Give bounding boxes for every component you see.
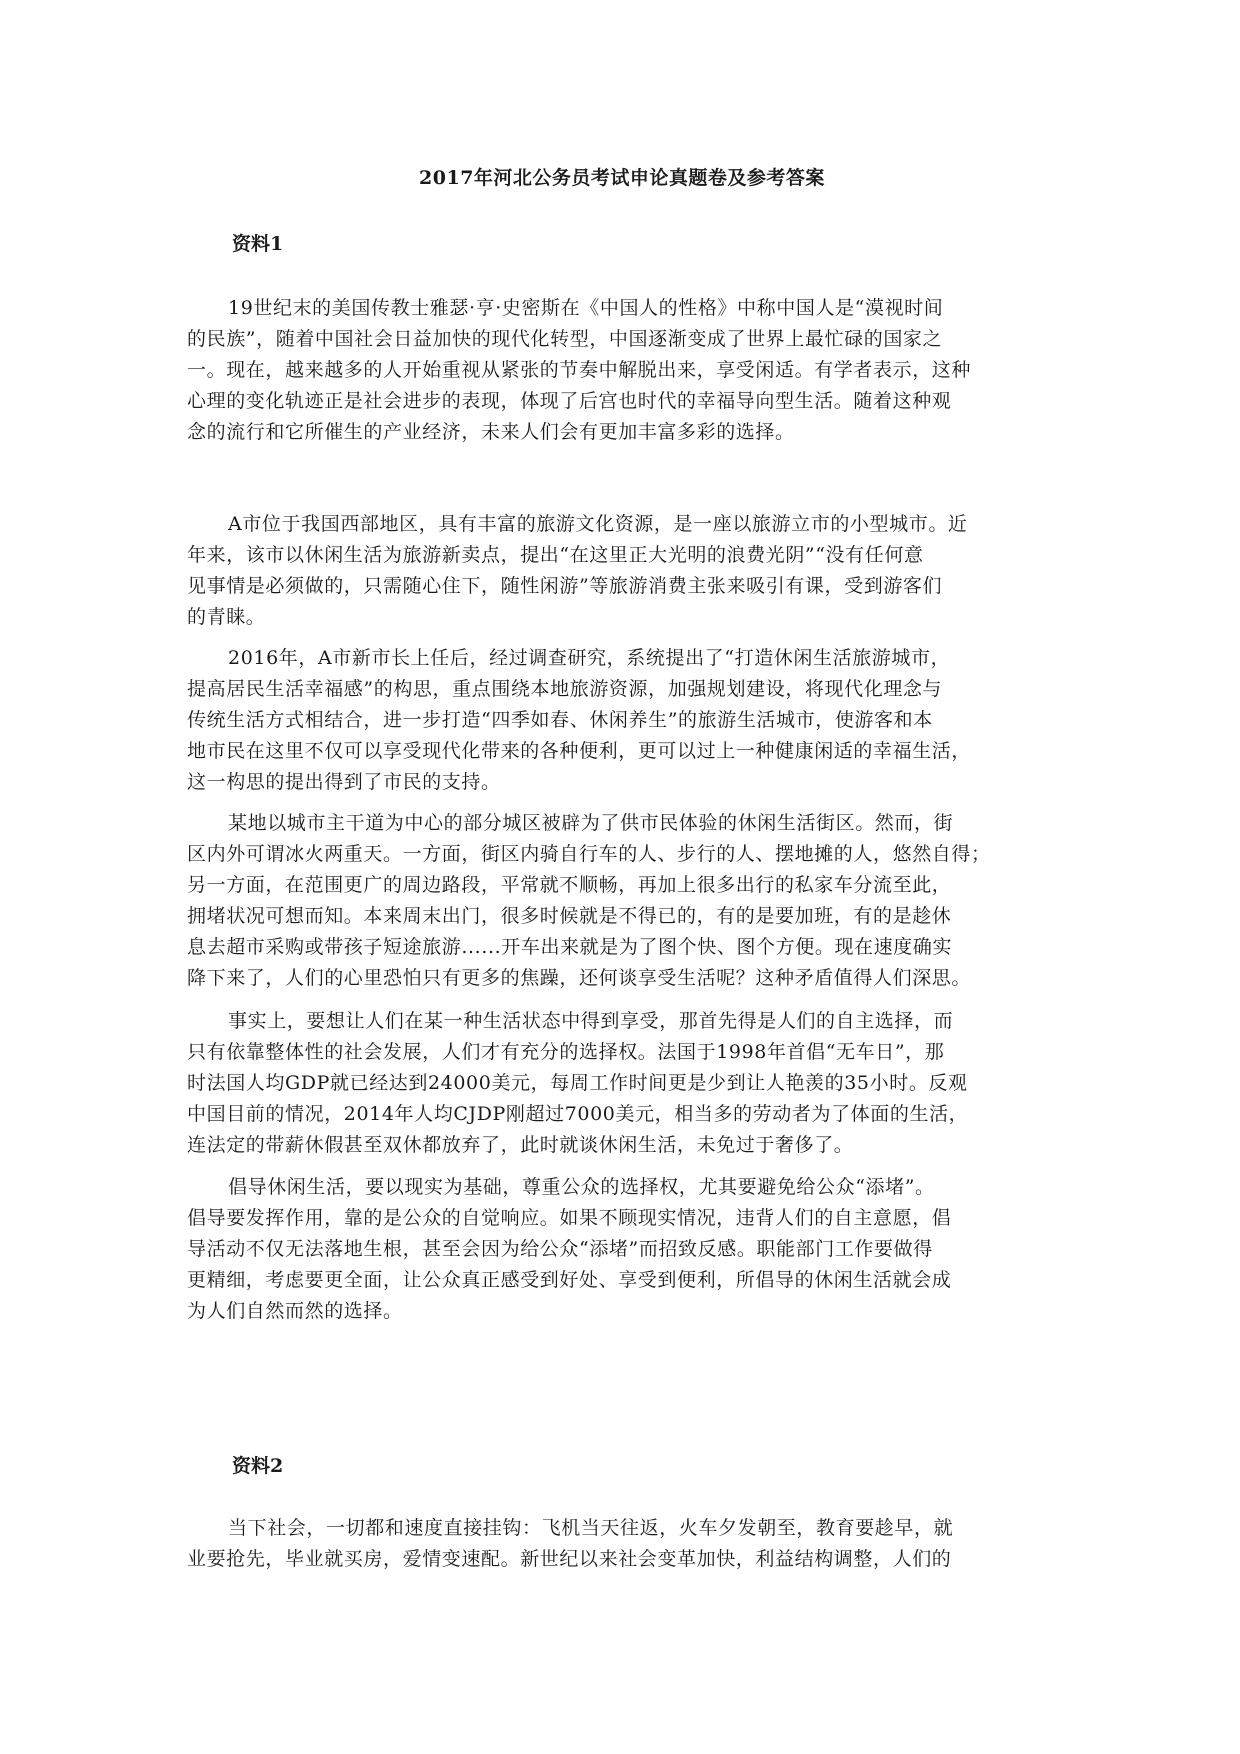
paragraph-line: 倡导休闲生活，要以现实为基础，尊重公众的选择权，尤其要避免给公众“添堵”。 [228, 1176, 935, 1198]
paragraph-line: 的民族”，随着中国社会日益加快的现代化转型，中国逐渐变成了世界上最忙碌的国家之 [187, 328, 943, 350]
paragraph-line: 这一构思的提出得到了市民的支持。 [187, 771, 501, 793]
section-heading-material-2: 资料2 [232, 1455, 284, 1477]
document-title: 2017年河北公务员考试申论真题卷及参考答案 [419, 167, 825, 189]
paragraph-line: 2016年，A市新市长上任后，经过调查研究，系统提出了“打造休闲生活旅游城市， [228, 647, 951, 669]
paragraph-line: 提高居民生活幸福感”的构思，重点围绕本地旅游资源，加强规划建设，将现代化理念与 [187, 678, 943, 700]
paragraph-line: 某地以城市主干道为中心的部分城区被辟为了供市民体验的休闲生活街区。然而，街 [228, 812, 954, 834]
document-page [187, 0, 1057, 1754]
paragraph-4 [187, 808, 1057, 994]
paragraph-line: 区内外可谓冰火两重天。一方面，街区内骑自行车的人、步行的人、摆地摊的人，悠然自得； [187, 843, 991, 865]
paragraph-line: 事实上，要想让人们在某一种生活状态中得到享受，那首先得是人们的自主选择，而 [228, 1010, 954, 1032]
paragraph-line: 念的流行和它所催生的产业经济，未来人们会有更加丰富多彩的选择。 [187, 421, 795, 443]
paragraph-line: 心理的变化轨迹正是社会进步的表现，体现了后宫也时代的幸福导向型生活。随着这种观 [187, 390, 952, 412]
paragraph-7 [187, 1513, 1057, 1575]
paragraph-line: A市位于我国西部地区，具有丰富的旅游文化资源，是一座以旅游立市的小型城市。近 [228, 513, 968, 535]
paragraph-line: 年来，该市以休闲生活为旅游新卖点，提出“在这里正大光明的浪费光阴”“没有任何意 [187, 544, 924, 566]
paragraph-line: 时法国人均GDP就已经达到24000美元，每周工作时间更是少到让人艳羡的35小时。反观 [187, 1072, 968, 1094]
paragraph-line: 另一方面，在范围更广的周边路段，平常就不顺畅，再加上很多出行的私家车分流至此， [187, 874, 952, 896]
paragraph-line: 19世纪末的美国传教士雅瑟·亨·史密斯在《中国人的性格》中称中国人是“漠视时间 [228, 297, 944, 319]
paragraph-6 [187, 1172, 1057, 1327]
paragraph-line: 拥堵状况可想而知。本来周末出门，很多时候就是不得已的，有的是要加班，有的是趁休 [187, 905, 952, 927]
paragraph-line: 降下来了，人们的心里恐怕只有更多的焦躁，还何谈享受生活呢？这种矛盾值得人们深思。 [187, 967, 972, 989]
paragraph-line: 只有依靠整体性的社会发展，人们才有充分的选择权。法国于1998年首倡“无车日”，那 [187, 1041, 945, 1063]
paragraph-line: 的青睐。 [187, 606, 266, 628]
section-heading-material-1: 资料1 [232, 233, 284, 255]
paragraph-3 [187, 643, 1057, 798]
paragraph-line: 倡导要发挥作用，靠的是公众的自觉响应。如果不顾现实情况，违背人们的自主意愿，倡 [187, 1207, 952, 1229]
paragraph-2 [187, 509, 1057, 633]
paragraph-line: 息去超市采购或带孩子短途旅游......开车出来就是为了图个快、图个方便。现在速度确实 [187, 936, 953, 958]
paragraph-5 [187, 1006, 1057, 1161]
paragraph-line: 传统生活方式相结合，进一步打造“四季如春、休闲养生”的旅游生活城市，使游客和本 [187, 709, 933, 731]
paragraph-line: 连法定的带薪休假甚至双休都放弃了，此时就谈休闲生活，未免过于奢侈了。 [187, 1134, 854, 1156]
paragraph-line: 当下社会，一切都和速度直接挂钩：飞机当天往返，火车夕发朝至，教育要趁早，就 [228, 1517, 954, 1539]
paragraph-line: 更精细，考虑要更全面，让公众真正感受到好处、享受到便利，所倡导的休闲生活就会成 [187, 1269, 952, 1291]
paragraph-line: 为人们自然而然的选择。 [187, 1300, 403, 1322]
paragraph-line: 业要抢先，毕业就买房，爱情变速配。新世纪以来社会变革加快，利益结构调整，人们的 [187, 1548, 952, 1570]
paragraph-1 [187, 293, 1057, 448]
paragraph-line: 中国目前的情况，2014年人均CJDP刚超过7000美元，相当多的劳动者为了体面的生活， [187, 1103, 969, 1125]
paragraph-line: 一。现在，越来越多的人开始重视从紧张的节奏中解脱出来，享受闲适。有学者表示，这种 [187, 359, 972, 381]
paragraph-line: 导活动不仅无法落地生根，甚至会因为给公众“添堵”而招致反感。职能部门工作要做得 [187, 1238, 933, 1260]
paragraph-line: 地市民在这里不仅可以享受现代化带来的各种便利，更可以过上一种健康闲适的幸福生活， [187, 740, 972, 762]
paragraph-line: 见事情是必须做的，只需随心住下，随性闲游”等旅游消费主张来吸引有课，受到游客们 [187, 575, 943, 597]
